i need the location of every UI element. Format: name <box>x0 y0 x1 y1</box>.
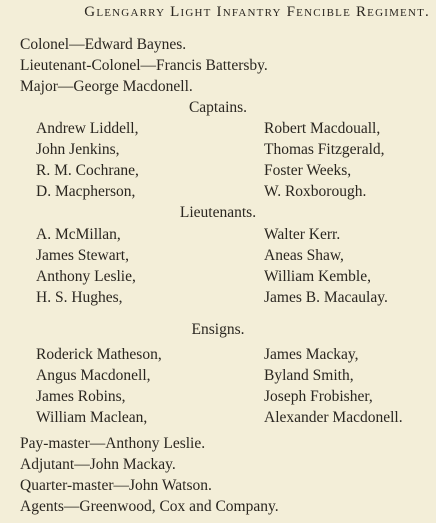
lieutenant-left-2: James Stewart, <box>36 247 129 264</box>
lieutenant-left-3: Anthony Leslie, <box>36 268 136 285</box>
captain-right-2: Thomas Fitzgerald, <box>264 141 385 158</box>
captains-heading: Captains. <box>188 99 248 116</box>
captain-left-4: D. Macpherson, <box>36 183 136 200</box>
ensign-right-4: Alexander Macdonell. <box>264 409 403 426</box>
ensign-left-2: Angus Macdonell, <box>36 367 151 384</box>
captain-right-1: Robert Macdouall, <box>264 120 381 137</box>
captain-right-4: W. Roxborough. <box>264 183 367 200</box>
captain-left-3: R. M. Cochrane, <box>36 162 139 179</box>
quartermaster-line: Quarter-master—John Watson. <box>20 477 212 494</box>
lieutenant-right-3: William Kemble, <box>264 268 371 285</box>
colonel-line: Colonel—Edward Baynes. <box>20 36 187 53</box>
captain-left-2: John Jenkins, <box>36 141 120 158</box>
ensign-left-4: William Maclean, <box>36 409 148 426</box>
captain-right-3: Foster Weeks, <box>264 162 352 179</box>
lieutenant-right-1: Walter Kerr. <box>264 226 341 243</box>
ensign-right-1: James Mackay, <box>264 346 359 363</box>
regiment-title: Glengarry Light Infantry Fencible Regiment. <box>84 4 430 20</box>
lieutenant-left-4: H. S. Hughes, <box>36 289 123 306</box>
major-line: Major—George Macdonell. <box>20 78 193 95</box>
lieutenant-left-1: A. McMillan, <box>36 226 121 243</box>
lieutenants-heading: Lieutenants. <box>179 204 257 221</box>
captain-left-1: Andrew Liddell, <box>36 120 139 137</box>
ensign-right-3: Joseph Frobisher, <box>264 388 373 405</box>
paymaster-line: Pay-master—Anthony Leslie. <box>20 435 206 452</box>
ensigns-heading: Ensigns. <box>191 321 245 338</box>
ensign-left-1: Roderick Matheson, <box>36 346 162 363</box>
ensign-right-2: Byland Smith, <box>264 367 354 384</box>
lieutenant-right-2: Aneas Shaw, <box>264 247 344 264</box>
agents-line: Agents—Greenwood, Cox and Company. <box>20 498 279 515</box>
ensign-left-3: James Robins, <box>36 388 126 405</box>
lieutenant-right-4: James B. Macaulay. <box>264 289 388 306</box>
adjutant-line: Adjutant—John Mackay. <box>20 456 176 473</box>
lieutenant-colonel-line: Lieutenant-Colonel—Francis Battersby. <box>20 57 268 74</box>
